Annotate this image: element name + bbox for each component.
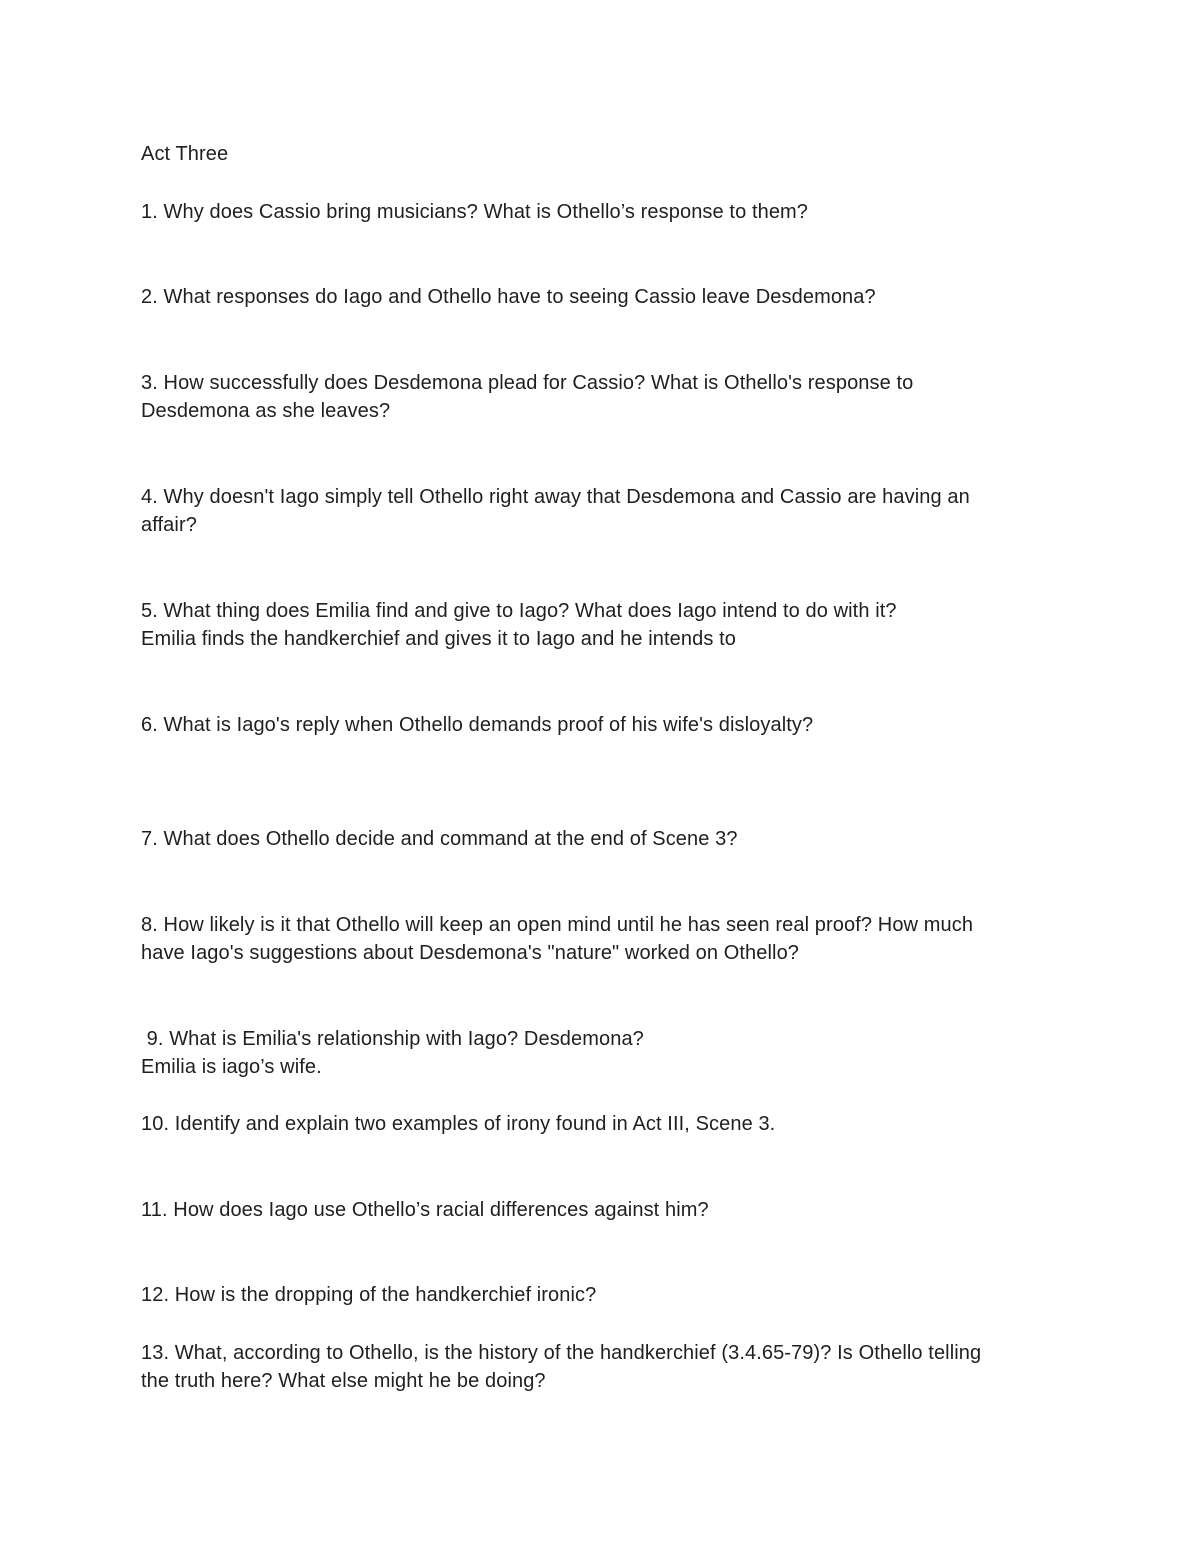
question-text: have Iago's suggestions about Desdemona's "nature" worked on Othello? xyxy=(141,942,800,964)
answer-text: Emilia is iago’s wife. xyxy=(141,1056,322,1078)
question-text: 7. What does Othello decide and command at the end of Scene 3? xyxy=(141,828,738,850)
question-text: 8. How likely is it that Othello will keep an open mind until he has seen real proof? How much xyxy=(141,914,974,936)
question-text: 9. What is Emilia's relationship with Iago? Desdemona? xyxy=(141,1028,644,1050)
question-text: 3. How successfully does Desdemona plead for Cassio? What is Othello's response to xyxy=(141,372,914,394)
question-text: 12. How is the dropping of the handkerchief ironic? xyxy=(141,1284,597,1306)
question-text: affair? xyxy=(141,514,197,536)
question-text: 4. Why doesn't Iago simply tell Othello right away that Desdemona and Cassio are having an xyxy=(141,486,970,508)
answer-text: Emilia finds the handkerchief and gives it to Iago and he intends to xyxy=(141,628,736,650)
question-text: 10. Identify and explain two examples of irony found in Act III, Scene 3. xyxy=(141,1113,776,1135)
question-text: 2. What responses do Iago and Othello have to seeing Cassio leave Desdemona? xyxy=(141,286,876,308)
question-text: 1. Why does Cassio bring musicians? What is Othello’s response to them? xyxy=(141,201,809,223)
question-text: 13. What, according to Othello, is the history of the handkerchief (3.4.65-79)? Is Othello telling xyxy=(141,1342,982,1364)
question-text: 5. What thing does Emilia find and give to Iago? What does Iago intend to do with it? xyxy=(141,600,897,622)
question-text: Desdemona as she leaves? xyxy=(141,400,391,422)
page-heading: Act Three xyxy=(141,143,229,165)
question-text: the truth here? What else might he be doing? xyxy=(141,1370,546,1392)
question-text: 11. How does Iago use Othello’s racial differences against him? xyxy=(141,1199,709,1221)
question-text: 6. What is Iago's reply when Othello demands proof of his wife's disloyalty? xyxy=(141,714,814,736)
